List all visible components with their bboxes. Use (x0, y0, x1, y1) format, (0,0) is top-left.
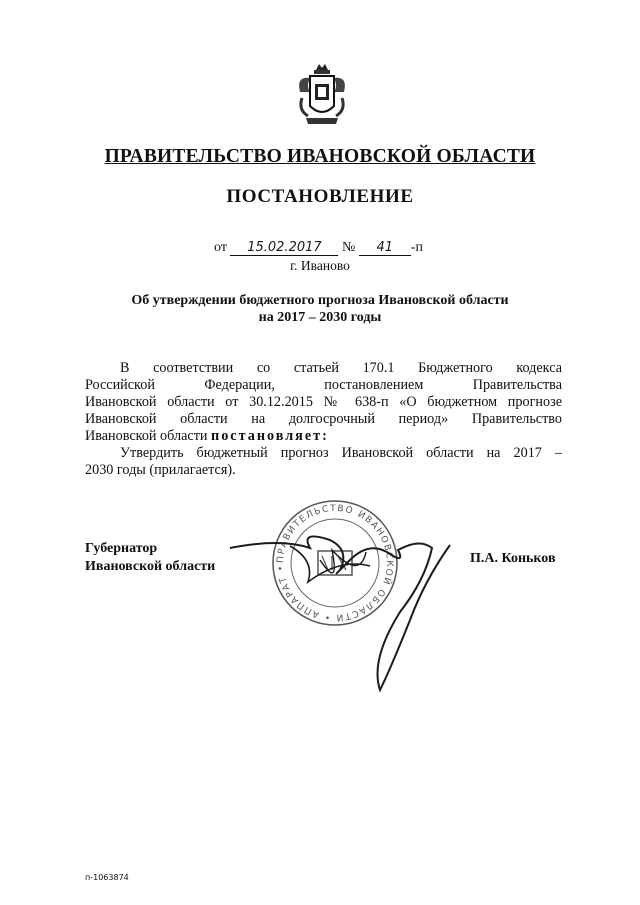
body-line: Российской Федерации, постановлением Правительства (85, 377, 562, 393)
document-type-title: ПОСТАНОВЛЕНИЕ (226, 186, 414, 207)
body-text: Ивановской области (85, 428, 208, 444)
decree-subject (80, 292, 560, 326)
number-suffix: -п (410, 240, 423, 255)
number-prefix: № (341, 240, 356, 255)
resolution-keyword: постановляет: (211, 428, 329, 444)
organization-title: ПРАВИТЕЛЬСТВО ИВАНОВСКОЙ ОБЛАСТИ (104, 146, 536, 167)
coat-of-arms-icon (292, 62, 352, 132)
stamp-text: ПРАВИТЕЛЬСТВО ИВАНОВСКОЙ ОБЛАСТИ • АППАРАТ • (275, 503, 395, 623)
decree-date: 15.02.2017 (230, 240, 338, 256)
registration-line (214, 240, 423, 256)
subject-line-2: на 2017 – 2030 годы (258, 310, 382, 325)
city: г. Иваново (290, 258, 350, 273)
body-line (85, 428, 562, 445)
decree-body (85, 360, 562, 479)
body-line: Ивановской области на долгосрочный период» Правительство (85, 411, 562, 427)
subject-line-1: Об утверждении бюджетного прогноза Ивановской области (131, 293, 509, 308)
body-line: Утвердить бюджетный прогноз Ивановской области на 2017 – (120, 445, 562, 461)
signatory-title (85, 540, 215, 576)
body-line: Ивановской области от 30.12.2015 № 638-п «О бюджетном прогнозе (85, 394, 562, 410)
handwritten-signature (220, 520, 460, 720)
signatory-title-line-2: Ивановской области (85, 559, 216, 574)
document-code: п-1063874 (85, 873, 129, 882)
signatory-title-line-1: Губернатор (85, 541, 158, 556)
body-line: В соответствии со статьей 170.1 Бюджетного кодекса (120, 360, 562, 376)
decree-number: 41 (359, 240, 411, 256)
body-line: 2030 годы (прилагается). (85, 462, 236, 478)
signatory-name: П.А. Коньков (470, 551, 556, 566)
date-prefix: от (214, 240, 227, 255)
